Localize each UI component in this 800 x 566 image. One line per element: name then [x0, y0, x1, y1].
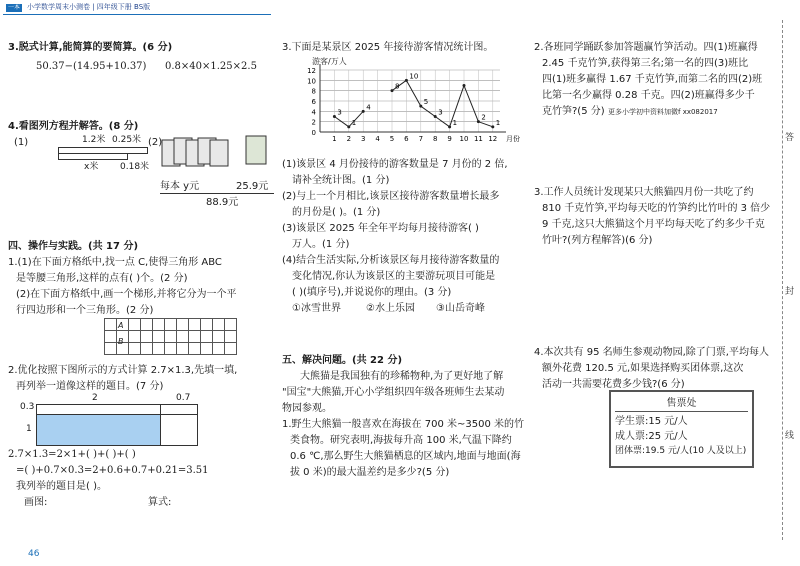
grid-cell[interactable] — [129, 331, 141, 343]
point-a-label: A — [118, 321, 124, 330]
m-q3-s4c: ( )(填序号),并说说你的理由。(3 分) — [292, 287, 452, 298]
s2-line2: 再列举一道像这样的题目。(7 分) — [16, 381, 164, 392]
option-3: ③山岳奇峰 — [436, 303, 485, 314]
p1-line2: 类食物。研究表明,海拔每升高 100 米,气温下降约 — [290, 435, 512, 446]
x-tick-label: 1 — [332, 135, 337, 143]
m-q3-s1a: (1)该景区 4 月份接待的游客数量是 7 月份的 2 倍, — [282, 159, 508, 170]
y-tick-label: 12 — [307, 67, 316, 75]
p3-line1: 3.工作人员统计发现某只大熊猫四月份一共吃了约 — [534, 187, 754, 198]
grid-cell[interactable] — [201, 343, 213, 355]
grid-cell[interactable] — [213, 331, 225, 343]
p2-line3: 四(1)班多赢得 1.67 千克竹笋,而第二名的四(2)班 — [542, 74, 763, 85]
grid-cell[interactable] — [129, 343, 141, 355]
q4-title: 4.看图列方程并解答。(8 分) — [8, 121, 139, 132]
page-number: 46 — [28, 549, 40, 559]
x-tick-label: 3 — [360, 135, 366, 143]
tourist-line-chart — [300, 64, 530, 144]
sec5-title: 五、解决问题。(共 22 分) — [282, 355, 403, 366]
ticket-office-sign — [609, 390, 754, 468]
x-tick-label: 5 — [389, 135, 395, 143]
bar-label-1: 1 — [26, 424, 32, 434]
area-model-fill — [37, 415, 160, 445]
bar-label-2: 2 — [92, 393, 98, 403]
p2-line2: 2.45 千克竹笋,获得第三名;第一名的四(3)班比 — [542, 58, 749, 69]
area-model — [36, 404, 198, 446]
ticket-title: 售票处 — [666, 398, 697, 409]
q4-part2-label: (2) — [148, 137, 163, 148]
q3-title: 3.脱式计算,能简算的要简算。(6 分) — [8, 42, 173, 53]
area-model-vline — [160, 405, 161, 445]
data-label: 1 — [351, 118, 357, 127]
grid-cell[interactable] — [153, 343, 165, 355]
x-tick-label: 10 — [459, 135, 469, 143]
ticket-row-adult: 成人票:25 元/人 — [615, 431, 688, 442]
p2-line4: 比第一名少赢得 0.28 千克。四(2)班赢得多少千 — [542, 90, 755, 101]
data-label: 4 — [366, 103, 371, 112]
m-q3-s3b: 万人。(1 分) — [292, 239, 350, 250]
option-2: ②水上乐园 — [366, 303, 415, 314]
book-stack-icon — [162, 138, 228, 166]
m-q3-s2b: 的月份是( )。(1 分) — [292, 207, 381, 218]
sec4-title: 四、操作与实践。(共 17 分) — [8, 241, 139, 252]
ticket-row-student: 学生票:15 元/人 — [615, 416, 688, 427]
data-point — [434, 115, 437, 118]
grid-cell[interactable] — [129, 319, 141, 331]
m-q3-s4a: (4)结合生活实际,分析该景区每月接待游客数量的 — [282, 255, 500, 266]
y-tick-label: 6 — [311, 98, 316, 106]
p4-line1: 4.本次共有 95 名师生参观动物园,除了门票,平均每人 — [534, 347, 769, 358]
side-char-xian: 线 — [785, 431, 795, 441]
x-tick-label: 9 — [447, 135, 452, 143]
grid-cell[interactable] — [141, 319, 153, 331]
data-point — [347, 125, 350, 128]
x-tick-label: 7 — [418, 135, 424, 143]
m-q3-s3a: (3)该景区 2025 年全年平均每月接待游客( ) — [282, 223, 479, 234]
grid-cell[interactable] — [189, 319, 201, 331]
grid-cell[interactable] — [105, 331, 117, 343]
q3-expr1: 50.37−(14.95+10.37) — [36, 61, 147, 72]
s1-line2: 是等腰三角形,这样的点有( )个。(2 分) — [16, 273, 188, 284]
grid-cell[interactable] — [165, 331, 177, 343]
y-tick-label: 10 — [307, 77, 316, 86]
grid-cell[interactable] — [225, 319, 237, 331]
grid-cell[interactable] — [225, 343, 237, 355]
s2-line3: 2.7×1.3=2×1+( )+( )+( ) — [8, 449, 136, 460]
intro-line2: "国宝"大熊猫,开心小学组织四年级各班师生去某动 — [282, 387, 505, 398]
grid-cell[interactable] — [141, 343, 153, 355]
area-model-hline — [37, 414, 197, 415]
grid-cell[interactable] — [189, 331, 201, 343]
bar-label-07: 0.7 — [176, 393, 191, 403]
grid-cell[interactable] — [177, 319, 189, 331]
intro-line1: 大熊猫是我国独有的珍稀物种,为了更好地了解 — [300, 371, 504, 382]
single-book-icon — [246, 136, 266, 164]
grid-cell[interactable] — [153, 319, 165, 331]
m-q3-s4b: 变化情况,你认为该景区的主要游玩项目可能是 — [292, 271, 496, 282]
chart-ylabel: 游客/万人 — [312, 57, 347, 66]
data-label: 1 — [452, 118, 458, 127]
y-tick-label: 4 — [311, 108, 316, 117]
point-b-label: B — [118, 337, 124, 346]
y-tick-label: 2 — [311, 118, 316, 127]
data-label: 2 — [481, 113, 486, 122]
m-q3-s2a: (2)与上一个月相比,该景区接待游客数量增长最多 — [282, 191, 500, 202]
s2-formula-label: 算式: — [148, 497, 172, 508]
data-point — [448, 125, 451, 128]
header-title: 小学数学周末小测卷 | 四年级下册 BS版 — [27, 3, 151, 11]
q4-book-price: 25.9元 — [236, 181, 269, 192]
y-tick-label: 8 — [311, 87, 316, 96]
ticket-row-group: 团体票:19.5 元/人(10 人及以上) — [615, 446, 747, 456]
books-illustration — [160, 132, 270, 180]
s2-draw-label: 画图: — [24, 497, 48, 508]
side-char-feng: 封 — [785, 287, 795, 297]
grid-cell[interactable] — [201, 331, 213, 343]
header-badge: 一本 — [7, 4, 20, 11]
p1-line3: 0.6 ℃,那么野生大熊猫栖息的区域内,地面与地面(海 — [290, 451, 521, 462]
grid-cell[interactable] — [141, 331, 153, 343]
data-point — [491, 125, 494, 128]
x-axis-label: 月份 — [506, 135, 520, 143]
p2-note: 更多小学初中资料加微f xx082017 — [608, 108, 718, 116]
grid-cell[interactable] — [153, 331, 165, 343]
q4-len1: 1.2米 — [82, 135, 106, 145]
m-q3-s1b: 请补全统计图。(1 分) — [292, 175, 390, 186]
binding-line — [782, 20, 784, 540]
grid-cell[interactable] — [201, 319, 213, 331]
x-tick-label: 2 — [346, 135, 352, 143]
grid-cell[interactable] — [105, 319, 117, 331]
data-point — [477, 120, 480, 123]
grid-cell[interactable] — [177, 343, 189, 355]
q4-total: 88.9元 — [206, 197, 239, 208]
p1-line4: 拔 0 米)的最大温差约是多少?(5 分) — [290, 467, 450, 478]
m-q3-line1: 3.下面是某景区 2025 年接待游客情况统计图。 — [282, 42, 494, 53]
p2-line5: 克竹笋?(5 分) — [542, 106, 605, 117]
s2-line1: 2.优化按照下图所示的方式计算 2.7×1.3,先填一填, — [8, 365, 238, 376]
s2-line4: =( )+0.7×0.3=2+0.6+0.7+0.21=3.51 — [16, 465, 209, 476]
x-tick-label: 4 — [375, 135, 380, 143]
q4-part1-label: (1) — [14, 137, 29, 148]
x-tick-label: 8 — [432, 135, 438, 143]
series-segment — [406, 80, 420, 106]
grid-cell[interactable] — [213, 319, 225, 331]
data-label: 10 — [409, 72, 419, 81]
data-label: 1 — [495, 118, 501, 127]
data-point — [362, 110, 365, 113]
ticket-divider — [615, 411, 748, 412]
grid-cell[interactable] — [213, 343, 225, 355]
grid-cell[interactable] — [105, 343, 117, 355]
p4-line2: 额外花费 120.5 元,如果选择购买团体票,这次 — [542, 363, 744, 374]
data-label: 3 — [337, 108, 342, 117]
s1-line1: 1.(1)在下面方格纸中,找一点 C,使得三角形 ABC — [8, 257, 222, 268]
data-point — [333, 115, 336, 118]
data-point — [419, 105, 422, 108]
grid-cell[interactable] — [177, 331, 189, 343]
x-tick-label: 6 — [404, 135, 409, 143]
q4-each-price: 每本 y元 — [160, 181, 200, 192]
data-label: 3 — [438, 108, 443, 117]
p3-line3: 9 千克,这只大熊猫这个月平均每天吃了约多少千克 — [542, 219, 765, 230]
y-tick-label: 0 — [311, 129, 316, 137]
grid-paper[interactable] — [104, 318, 237, 355]
p3-line2: 810 千克竹笋,平均每天吃的竹笋约比竹叶的 3 倍少 — [542, 203, 771, 214]
data-label: 5 — [423, 98, 429, 107]
data-point — [463, 84, 466, 87]
data-point — [405, 79, 408, 82]
s1-line3: (2)在下面方格纸中,画一个梯形,并将它分为一个平 — [16, 289, 237, 300]
data-label: 8 — [395, 82, 400, 91]
side-char-da: 答 — [785, 133, 795, 143]
q4-len3: 0.18米 — [120, 162, 150, 172]
grid-cell[interactable] — [189, 343, 201, 355]
q4-x: x米 — [84, 162, 99, 172]
p4-line3: 活动一共需要花费多少钱?(6 分) — [542, 379, 685, 390]
grid-cell[interactable] — [165, 319, 177, 331]
p3-line4: 竹叶?(列方程解答)(6 分) — [542, 235, 653, 246]
grid-cell[interactable] — [165, 343, 177, 355]
option-1: ①冰雪世界 — [292, 303, 341, 314]
x-tick-label: 11 — [473, 135, 483, 143]
x-tick-label: 12 — [488, 135, 498, 143]
bar-label-03: 0.3 — [20, 402, 35, 412]
grid-cell[interactable] — [225, 331, 237, 343]
data-point — [391, 89, 394, 92]
q4-len2: 0.25米 — [112, 135, 142, 145]
s2-line5: 我列举的题目是( )。 — [16, 481, 107, 492]
p1-line1: 1.野生大熊猫一般喜欢在海拔在 700 米~3500 米的竹 — [282, 419, 524, 430]
intro-line3: 物园参观。 — [282, 403, 332, 414]
header-divider — [3, 14, 271, 15]
s1-line4: 行四边形和一个三角形。(2 分) — [16, 305, 154, 316]
series-segment — [478, 122, 492, 127]
q3-expr2: 0.8×40×1.25×2.5 — [165, 61, 257, 72]
p2-line1: 2.各班同学踊跃参加答题赢竹笋活动。四(1)班赢得 — [534, 42, 758, 53]
